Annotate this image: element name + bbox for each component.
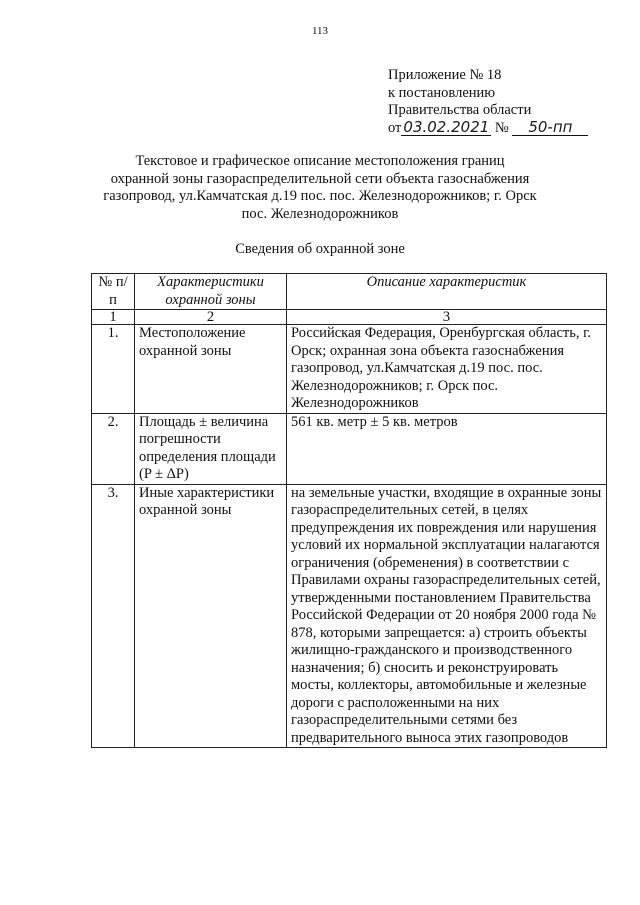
row-characteristic: Площадь ± величина погрешности определения площади (P ± ΔP)	[135, 413, 287, 484]
row-description: 561 кв. метр ± 5 кв. метров	[287, 413, 607, 484]
page-number: 113	[311, 25, 329, 37]
title-line-4: пос. Железнодорожников	[241, 205, 399, 222]
column-number-2: 2	[135, 310, 287, 325]
title-line-1: Текстовое и графическое описание местоположения границ	[135, 153, 505, 169]
table-row	[92, 413, 607, 484]
protection-zone-table	[91, 273, 607, 748]
table-header-row	[92, 274, 607, 310]
row-number: 3.	[92, 484, 135, 748]
column-number-1: 1	[92, 310, 135, 325]
appendix-line-1: Приложение № 18	[388, 67, 502, 83]
row-description: Российская Федерация, Оренбургская область, г. Орск; охранная зона объекта газоснабжения газопровод, ул.Камчатская д.19 пос. пос. Железнодорожников; г. Орск пос. Железнодорожников	[287, 325, 607, 414]
table-row	[92, 325, 607, 414]
number-sign: №	[494, 119, 509, 136]
appendix-line-3: Правительства области	[388, 102, 532, 118]
date-prefix: от	[388, 119, 402, 136]
column-number-3: 3	[287, 310, 607, 325]
handwritten-number: 50-пп	[512, 120, 588, 136]
row-number: 2.	[92, 413, 135, 484]
section-subtitle: Сведения об охранной зоне	[235, 241, 405, 257]
title-line-3: газопровод, ул.Камчатская д.19 пос. пос. Железнодорожников; г. Орск	[103, 188, 537, 204]
header-characteristic: Характеристики охранной зоны	[135, 274, 287, 310]
appendix-date-line	[388, 117, 588, 138]
appendix-block	[388, 67, 588, 137]
row-characteristic: Местоположение охранной зоны	[135, 325, 287, 414]
table-row	[92, 484, 607, 748]
row-description: на земельные участки, входящие в охранные зоны газораспределительных сетей, в целях предупреждения их повреждения или нарушения условий их нормальной эксплуатации налагаются ограничения (обременения) в соответствии с Правилами охраны газораспределительных сетей, утвержденными постановлением Правительства Российской Федерации от 20 ноября 2000 года № 878, которыми запрещается: а) строить объекты жилищно-гражданского и производственного назначения; б) сносить и реконструировать мосты, коллекторы, автомобильные и железные дороги с расположенными на них газораспределительными сетями без предварительного выноса этих газопроводов	[287, 484, 607, 748]
handwritten-date: 03.02.2021	[403, 117, 490, 136]
header-description: Описание характеристик	[287, 274, 607, 310]
document-title	[70, 153, 570, 223]
appendix-line-2: к постановлению	[388, 84, 496, 101]
header-num: № п/п	[92, 274, 135, 310]
title-line-2: охранной зоны газораспределительной сети объекта газоснабжения	[110, 170, 530, 187]
row-characteristic: Иные характеристики охранной зоны	[135, 484, 287, 748]
column-numbers-row	[92, 310, 607, 325]
row-number: 1.	[92, 325, 135, 414]
